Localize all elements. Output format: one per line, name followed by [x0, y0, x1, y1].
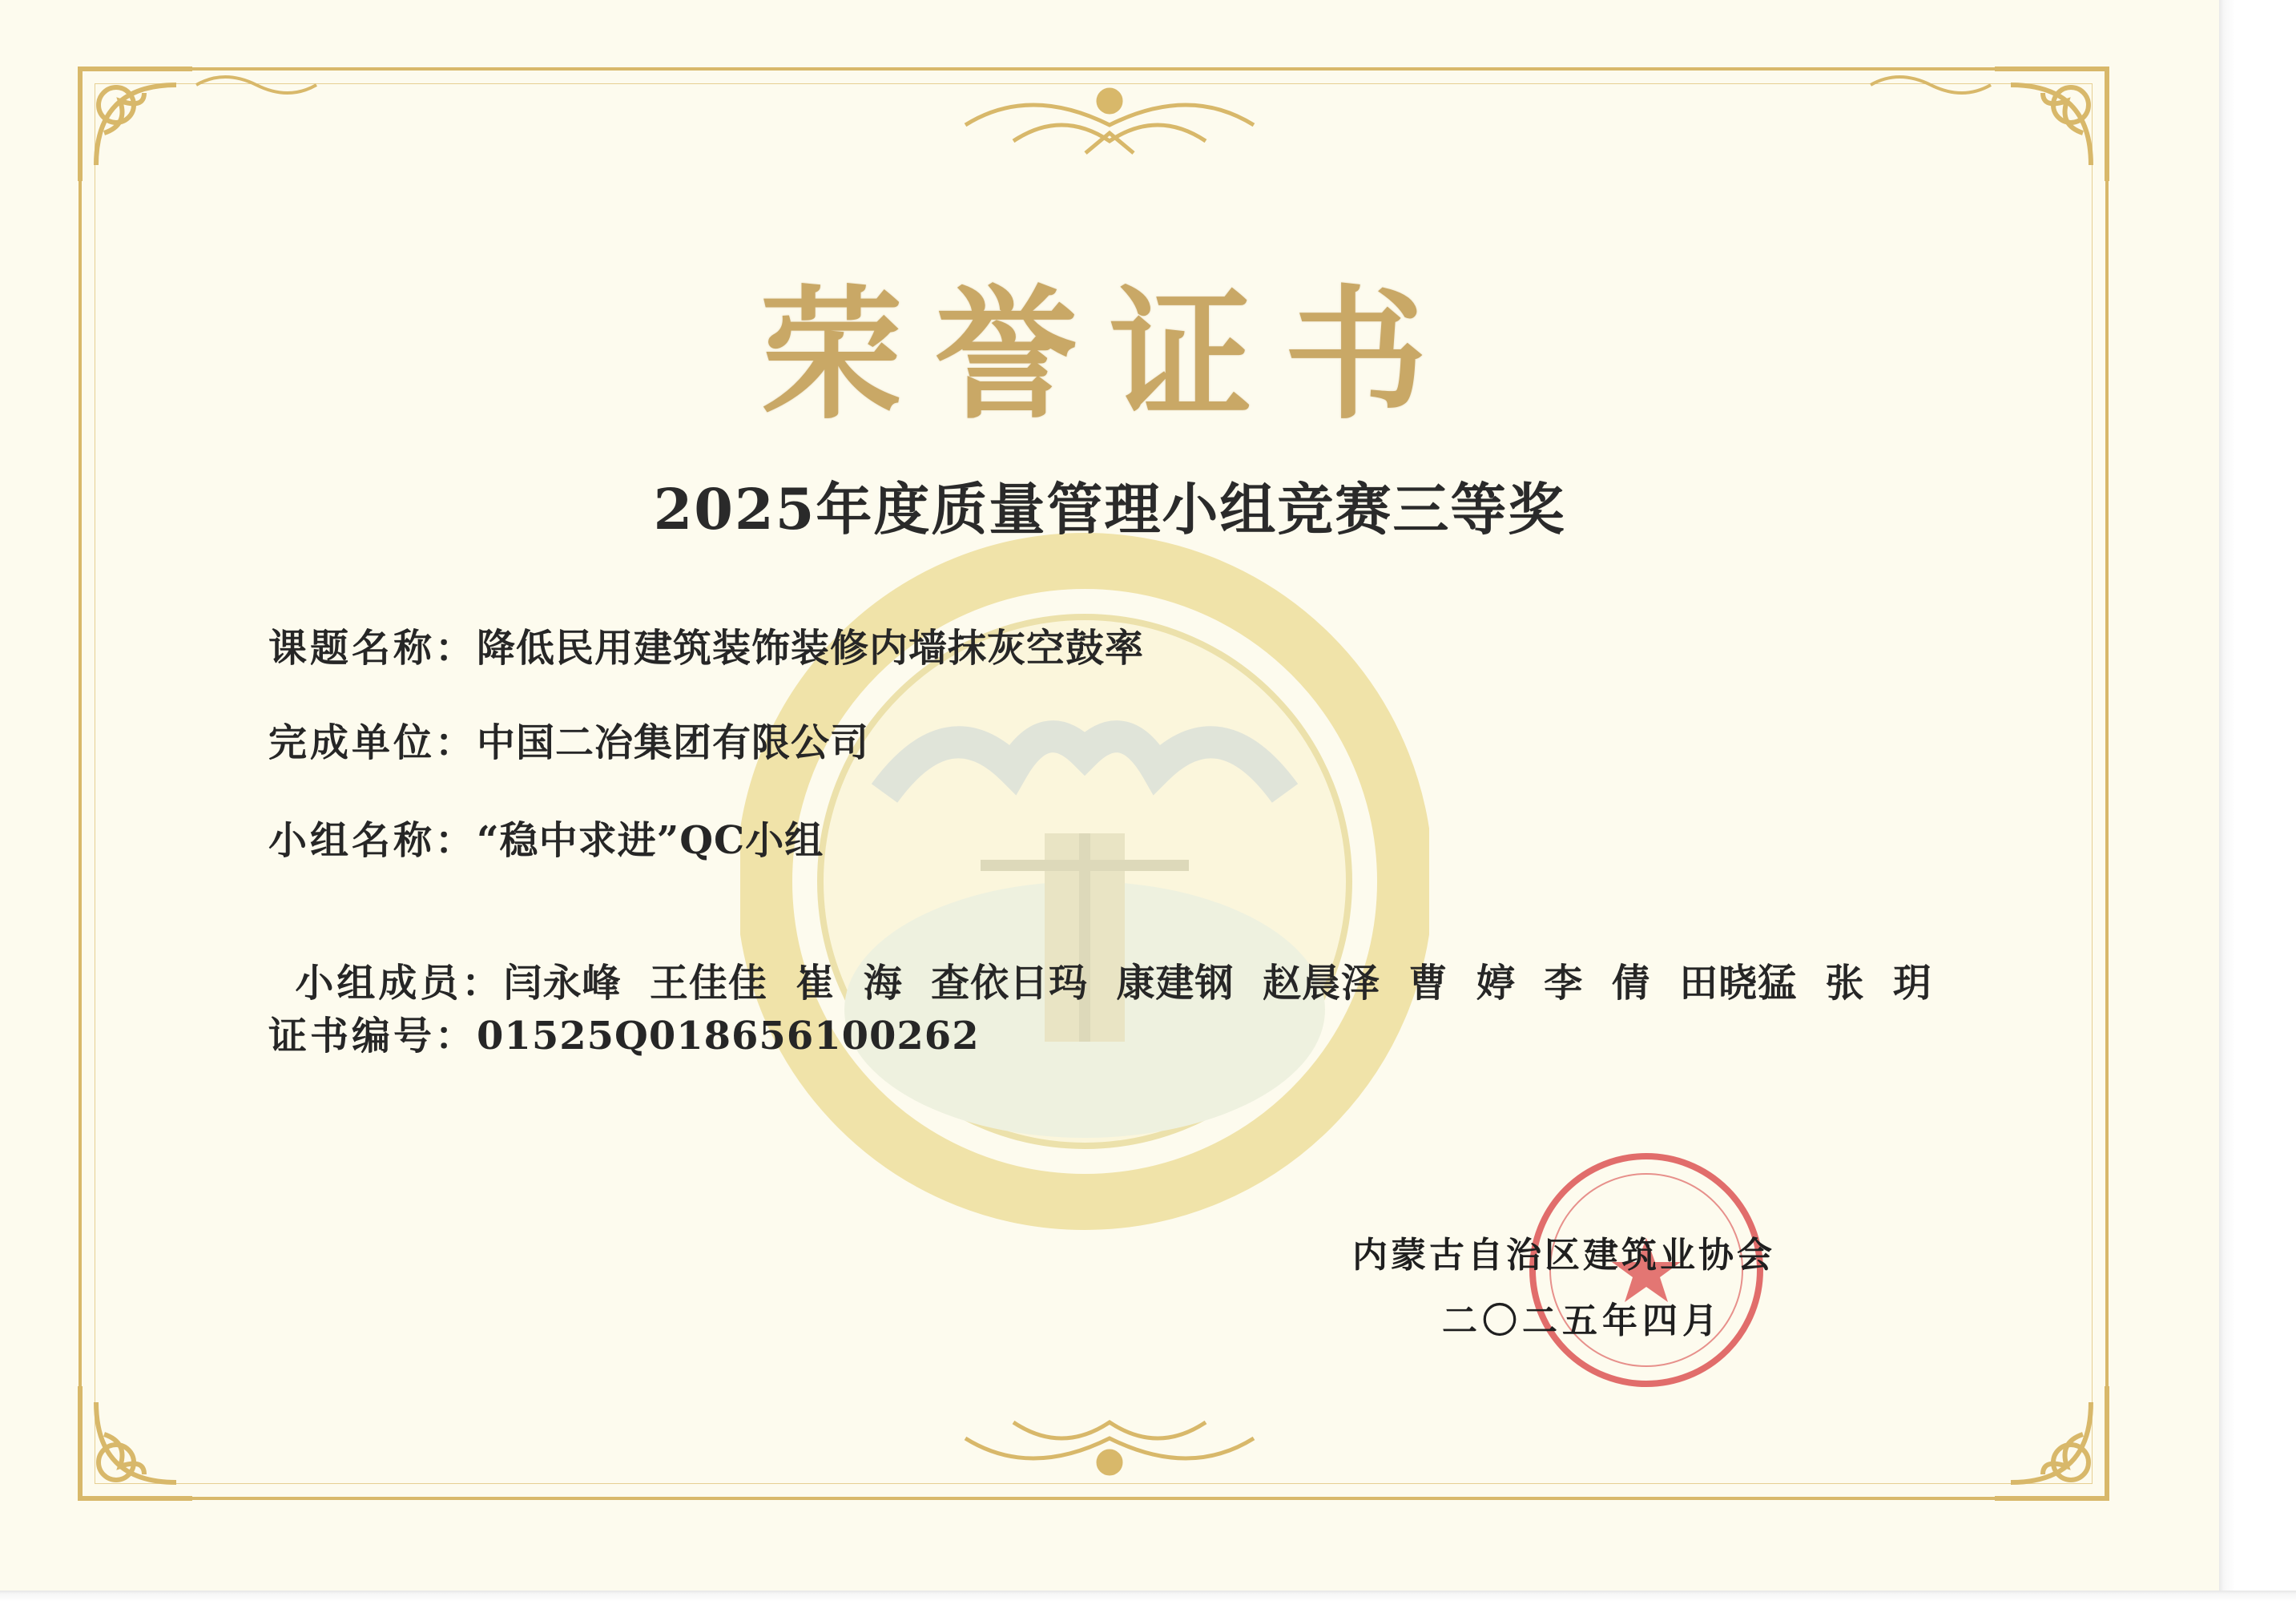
field-value: 闫永峰 王佳佳 崔 海 查依日玛 康建钢 赵晨泽 曹 婷 李 倩 田晓猛 张 玥 [503, 961, 1932, 1006]
issuing-organization: 内蒙古自治区建筑业协会 [1352, 1235, 1775, 1276]
field-group-name [268, 809, 824, 865]
field-label: 小组名称： [268, 818, 477, 863]
scan-edge-bottom [0, 1591, 2296, 1621]
field-value: “稳中求进”QC小组 [477, 818, 824, 863]
field-certificate-number [268, 1005, 980, 1060]
field-group-members [268, 907, 1932, 1007]
field-project-name [268, 617, 1144, 672]
corner-ornament-top-left [72, 61, 200, 189]
top-center-ornament [949, 77, 1270, 165]
top-left-flourish [192, 69, 320, 101]
field-value: 降低民用建筑装饰装修内墙抹灰空鼓率 [477, 626, 1145, 671]
field-value: 中国二冶集团有限公司 [477, 720, 870, 765]
field-label: 课题名称： [268, 626, 477, 671]
field-label: 完成单位： [268, 720, 477, 765]
corner-ornament-bottom-right [1987, 1378, 2115, 1506]
corner-ornament-top-right [1987, 61, 2115, 189]
bottom-center-ornament [949, 1398, 1270, 1486]
field-label: 小组成员： [295, 961, 504, 1006]
top-right-flourish [1867, 69, 1995, 101]
award-title: 2025年度质量管理小组竞赛三等奖 [653, 476, 1566, 542]
field-completing-unit [268, 712, 869, 767]
certificate-title: 荣誉证书 [760, 271, 1459, 438]
issue-date: 二〇二五年四月 [1442, 1300, 1722, 1341]
scan-edge [2219, 0, 2296, 1621]
field-value: 01525Q018656100262 [477, 1014, 980, 1058]
field-label: 证书编号： [268, 1014, 477, 1058]
corner-ornament-bottom-left [72, 1378, 200, 1506]
